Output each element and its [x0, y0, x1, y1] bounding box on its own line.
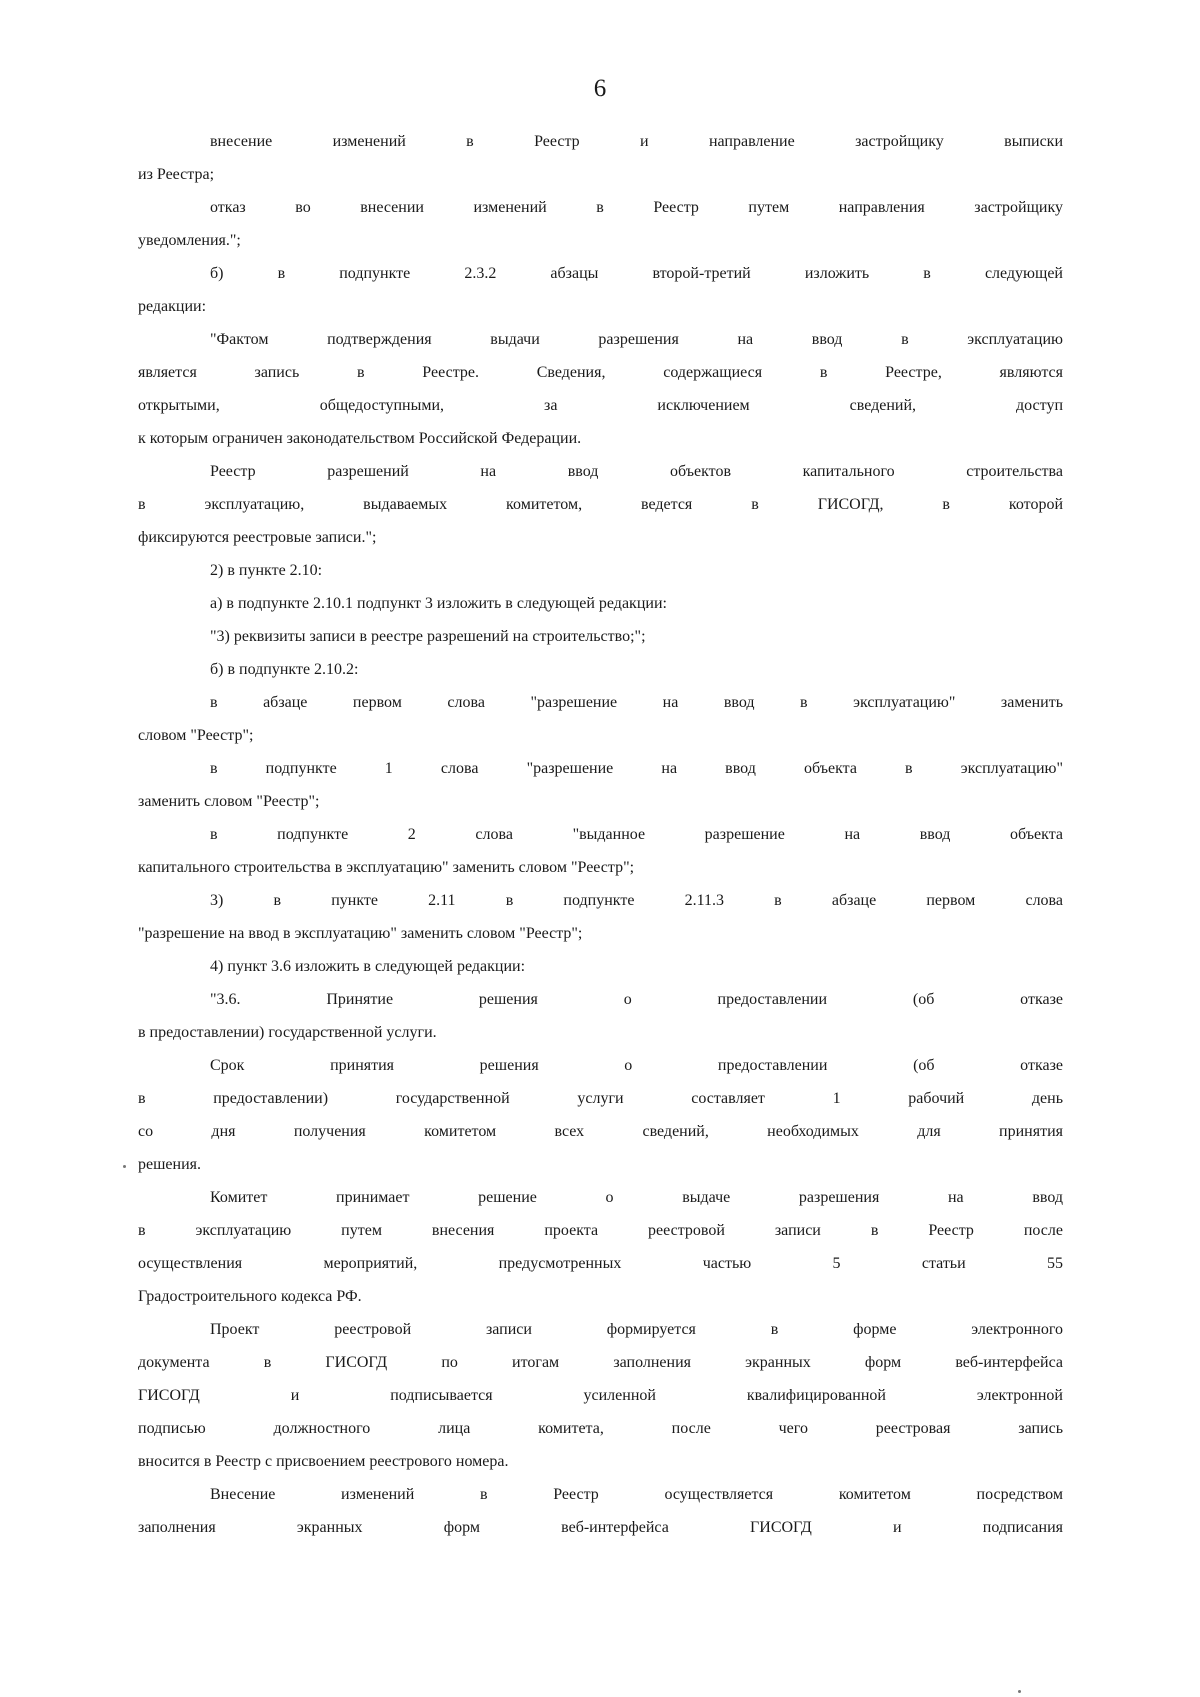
text-line: отказ во внесении изменений в Реестр путем направления застройщику: [210, 199, 1063, 216]
text-line: фиксируются реестровые записи.";: [138, 529, 377, 546]
text-line: в эксплуатацию, выдаваемых комитетом, ведется в ГИСОГД, в которой: [138, 496, 1063, 513]
text-line: капитального строительства в эксплуатацию" заменить словом "Реестр";: [138, 859, 635, 876]
text-line: в эксплуатацию путем внесения проекта реестровой записи в Реестр после: [138, 1222, 1063, 1239]
text-line: в подпункте 1 слова "разрешение на ввод объекта в эксплуатацию": [210, 760, 1063, 777]
text-line: б) в подпункте 2.10.2:: [210, 661, 359, 678]
text-line: "3.6. Принятие решения о предоставлении (об отказе: [210, 991, 1063, 1008]
text-line: 2) в пункте 2.10:: [210, 562, 323, 579]
text-line: решения.: [138, 1156, 202, 1173]
text-line: Реестр разрешений на ввод объектов капитального строительства: [210, 463, 1063, 480]
text-line: Проект реестровой записи формируется в форме электронного: [210, 1321, 1063, 1338]
text-line: внесение изменений в Реестр и направление застройщику выписки: [210, 133, 1063, 150]
text-line: уведомления.";: [138, 232, 241, 249]
page-number: 6: [593, 75, 607, 102]
text-line: в предоставлении) государственной услуги составляет 1 рабочий день: [138, 1090, 1063, 1107]
text-line: Срок принятия решения о предоставлении (об отказе: [210, 1057, 1063, 1074]
text-line: Градостроительного кодекса РФ.: [138, 1288, 362, 1305]
text-line: заменить словом "Реестр";: [138, 793, 320, 810]
text-line: вносится в Реестр с присвоением реестрового номера.: [138, 1453, 509, 1470]
text-line: "3) реквизиты записи в реестре разрешений на строительство;";: [210, 628, 646, 645]
text-line: в предоставлении) государственной услуги.: [138, 1024, 437, 1041]
text-line: "разрешение на ввод в эксплуатацию" заменить словом "Реестр";: [138, 925, 583, 942]
text-line: 3) в пункте 2.11 в подпункте 2.11.3 в абзаце первом слова: [210, 892, 1063, 909]
scan-speck: [123, 1165, 126, 1168]
text-line: осуществления мероприятий, предусмотренных частью 5 статьи 55: [138, 1255, 1063, 1272]
text-line: подписью должностного лица комитета, после чего реестровая запись: [138, 1420, 1063, 1437]
text-line: является запись в Реестре. Сведения, содержащиеся в Реестре, являются: [138, 364, 1063, 381]
text-line: открытыми, общедоступными, за исключением сведений, доступ: [138, 397, 1063, 414]
text-line: словом "Реестр";: [138, 727, 254, 744]
text-line: Комитет принимает решение о выдаче разрешения на ввод: [210, 1189, 1063, 1206]
text-line: в абзаце первом слова "разрешение на ввод в эксплуатацию" заменить: [210, 694, 1063, 711]
text-line: заполнения экранных форм веб-интерфейса ГИСОГД и подписания: [138, 1519, 1063, 1536]
text-line: Внесение изменений в Реестр осуществляется комитетом посредством: [210, 1486, 1063, 1503]
text-line: а) в подпункте 2.10.1 подпункт 3 изложить в следующей редакции:: [210, 595, 667, 612]
text-line: документа в ГИСОГД по итогам заполнения экранных форм веб-интерфейса: [138, 1354, 1063, 1371]
text-line: в подпункте 2 слова "выданное разрешение на ввод объекта: [210, 826, 1063, 843]
text-line: 4) пункт 3.6 изложить в следующей редакции:: [210, 958, 526, 975]
text-line: ГИСОГД и подписывается усиленной квалифицированной электронной: [138, 1387, 1063, 1404]
text-line: к которым ограничен законодательством Российской Федерации.: [138, 430, 582, 447]
text-line: из Реестра;: [138, 166, 215, 183]
text-line: "Фактом подтверждения выдачи разрешения на ввод в эксплуатацию: [210, 331, 1063, 348]
text-line: б) в подпункте 2.3.2 абзацы второй-третий изложить в следующей: [210, 265, 1063, 282]
document-body: [138, 133, 1063, 1552]
scan-speck: [1018, 1690, 1021, 1693]
text-line: со дня получения комитетом всех сведений, необходимых для принятия: [138, 1123, 1063, 1140]
text-line: редакции:: [138, 298, 207, 315]
